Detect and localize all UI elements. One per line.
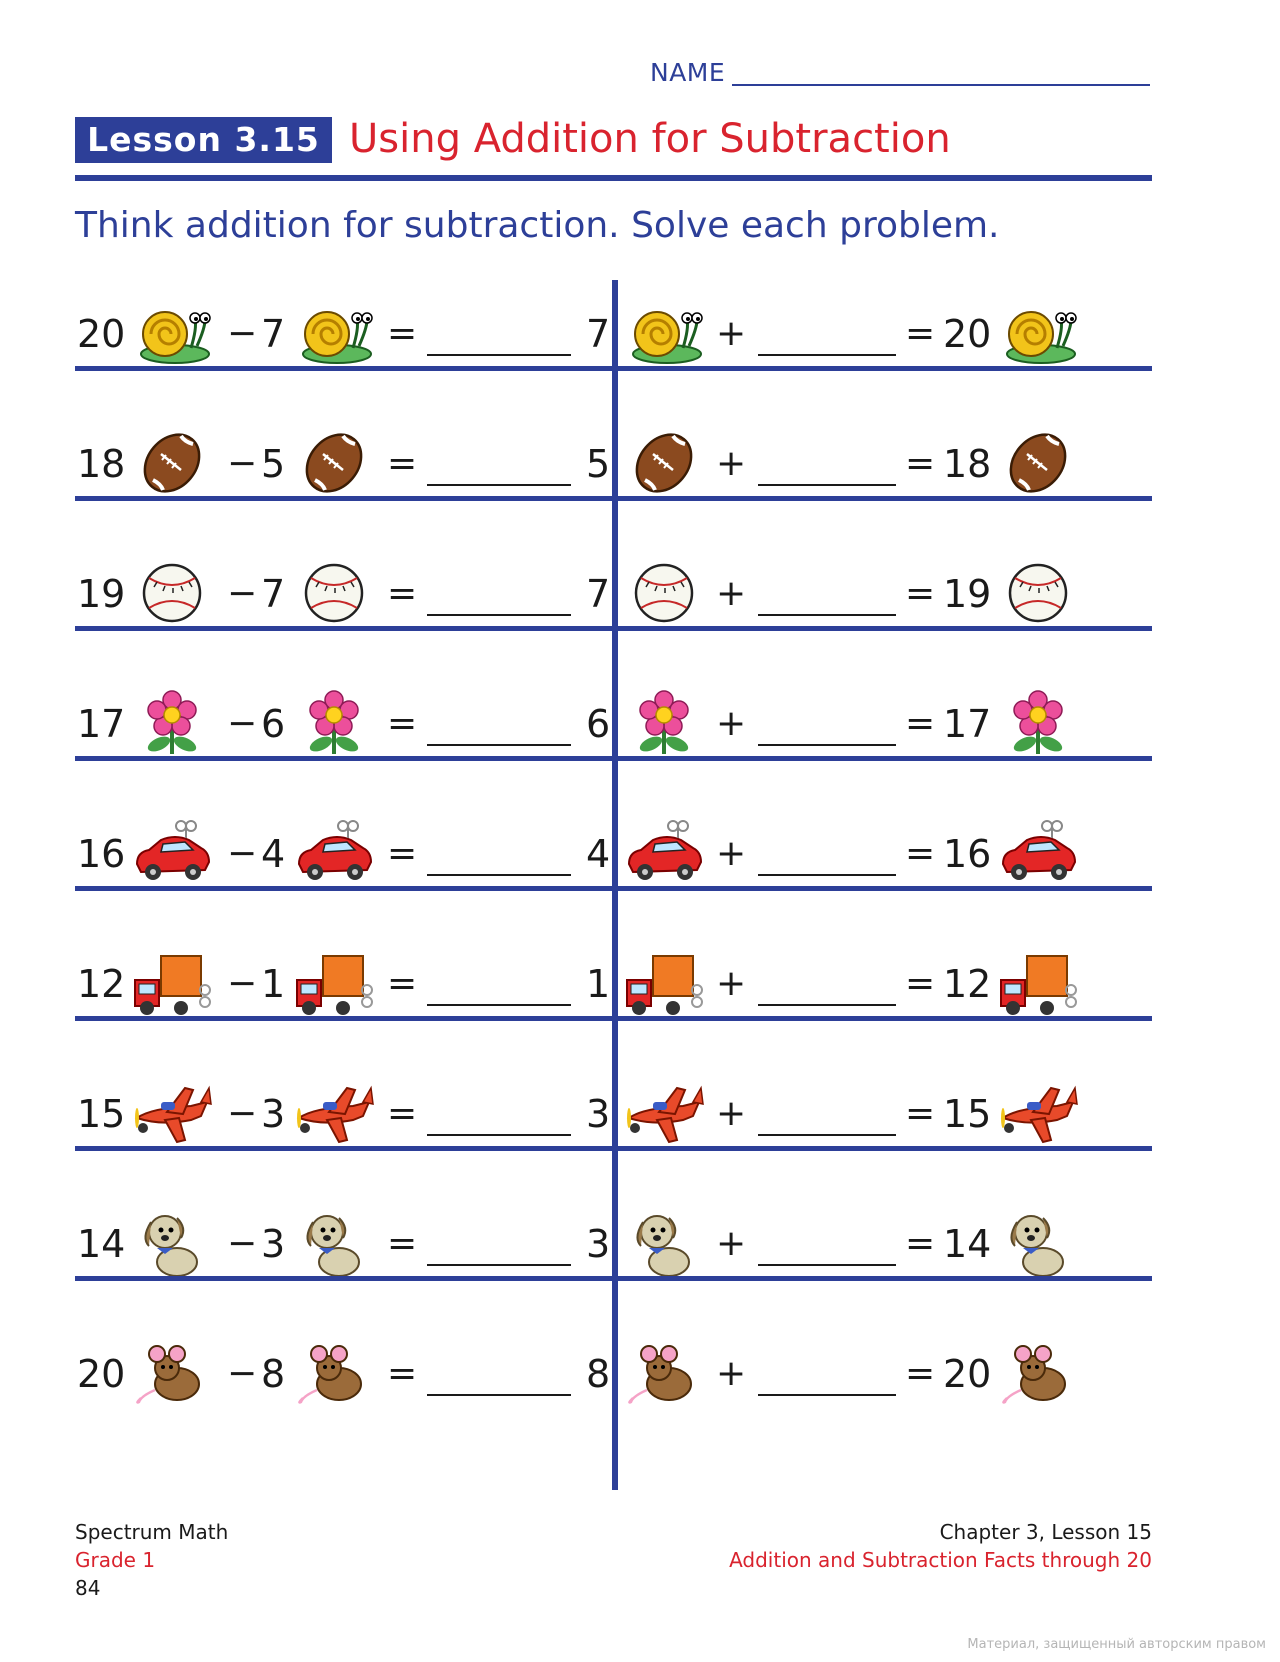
football-icon bbox=[293, 428, 375, 498]
total-number: 18 bbox=[77, 442, 126, 486]
part-number: 7 bbox=[261, 312, 286, 356]
part-number: 7 bbox=[261, 572, 286, 616]
total-number: 12 bbox=[943, 962, 992, 1006]
puppy-icon bbox=[997, 1208, 1079, 1278]
baseball-icon bbox=[997, 558, 1079, 628]
name-line[interactable] bbox=[732, 84, 1150, 86]
snail-icon bbox=[997, 298, 1079, 368]
name-field bbox=[650, 56, 1150, 90]
problem-row bbox=[75, 800, 1152, 930]
toy-truck-icon bbox=[293, 948, 375, 1018]
watermark: Материал, защищенный авторским правом bbox=[967, 1637, 1266, 1652]
minus-sign: − bbox=[227, 1223, 258, 1264]
minus-sign: − bbox=[227, 963, 258, 1004]
snail-icon bbox=[131, 298, 213, 368]
problem-grid bbox=[75, 280, 1152, 1490]
plus-sign: + bbox=[716, 703, 747, 744]
problem-row bbox=[75, 540, 1152, 670]
equals-sign: = bbox=[905, 833, 936, 874]
minus-sign: − bbox=[227, 1093, 258, 1134]
row-divider bbox=[75, 496, 1152, 501]
part-number: 4 bbox=[586, 832, 611, 876]
total-number: 20 bbox=[77, 1352, 126, 1396]
toy-airplane-icon bbox=[293, 1078, 375, 1148]
equals-sign: = bbox=[387, 573, 418, 614]
mouse-icon bbox=[131, 1338, 213, 1408]
answer-blank[interactable] bbox=[758, 354, 896, 356]
problem-row bbox=[75, 930, 1152, 1060]
grade: Grade 1 bbox=[75, 1548, 156, 1572]
answer-blank[interactable] bbox=[427, 1134, 571, 1136]
page-number: 84 bbox=[75, 1576, 101, 1600]
part-number: 6 bbox=[261, 702, 286, 746]
answer-blank[interactable] bbox=[758, 1394, 896, 1396]
equals-sign: = bbox=[905, 703, 936, 744]
answer-blank[interactable] bbox=[758, 874, 896, 876]
minus-sign: − bbox=[227, 443, 258, 484]
total-number: 19 bbox=[77, 572, 126, 616]
flower-icon bbox=[997, 688, 1079, 758]
row-divider bbox=[75, 886, 1152, 891]
part-number: 7 bbox=[586, 572, 611, 616]
answer-blank[interactable] bbox=[758, 614, 896, 616]
equals-sign: = bbox=[905, 963, 936, 1004]
part-number: 7 bbox=[586, 312, 611, 356]
equals-sign: = bbox=[387, 443, 418, 484]
problem-row bbox=[75, 670, 1152, 800]
problem-row bbox=[75, 280, 1152, 410]
part-number: 5 bbox=[261, 442, 286, 486]
total-number: 15 bbox=[77, 1092, 126, 1136]
title-rule bbox=[75, 175, 1152, 181]
total-number: 12 bbox=[77, 962, 126, 1006]
row-divider bbox=[75, 1146, 1152, 1151]
puppy-icon bbox=[293, 1208, 375, 1278]
total-number: 20 bbox=[943, 312, 992, 356]
mouse-icon bbox=[623, 1338, 705, 1408]
baseball-icon bbox=[623, 558, 705, 628]
snail-icon bbox=[293, 298, 375, 368]
toy-airplane-icon bbox=[997, 1078, 1079, 1148]
toy-truck-icon bbox=[997, 948, 1079, 1018]
football-icon bbox=[623, 428, 705, 498]
problem-row bbox=[75, 410, 1152, 540]
puppy-icon bbox=[623, 1208, 705, 1278]
part-number: 1 bbox=[586, 962, 611, 1006]
answer-blank[interactable] bbox=[427, 744, 571, 746]
part-number: 3 bbox=[261, 1092, 286, 1136]
part-number: 5 bbox=[586, 442, 611, 486]
lesson-badge: Lesson 3.15 bbox=[75, 117, 332, 163]
baseball-icon bbox=[293, 558, 375, 628]
problem-row bbox=[75, 1190, 1152, 1320]
title-bar bbox=[75, 113, 1152, 183]
total-number: 20 bbox=[77, 312, 126, 356]
flower-icon bbox=[293, 688, 375, 758]
answer-blank[interactable] bbox=[427, 1394, 571, 1396]
part-number: 3 bbox=[586, 1222, 611, 1266]
plus-sign: + bbox=[716, 443, 747, 484]
mouse-icon bbox=[293, 1338, 375, 1408]
total-number: 16 bbox=[943, 832, 992, 876]
equals-sign: = bbox=[387, 1223, 418, 1264]
baseball-icon bbox=[131, 558, 213, 628]
part-number: 4 bbox=[261, 832, 286, 876]
answer-blank[interactable] bbox=[758, 1134, 896, 1136]
minus-sign: − bbox=[227, 313, 258, 354]
equals-sign: = bbox=[387, 1093, 418, 1134]
plus-sign: + bbox=[716, 1093, 747, 1134]
answer-blank[interactable] bbox=[427, 614, 571, 616]
row-divider bbox=[75, 366, 1152, 371]
equals-sign: = bbox=[387, 703, 418, 744]
equals-sign: = bbox=[905, 573, 936, 614]
football-icon bbox=[997, 428, 1079, 498]
equals-sign: = bbox=[905, 1223, 936, 1264]
minus-sign: − bbox=[227, 833, 258, 874]
part-number: 1 bbox=[261, 962, 286, 1006]
toy-car-icon bbox=[623, 818, 705, 888]
answer-blank[interactable] bbox=[427, 354, 571, 356]
publisher: Spectrum Math bbox=[75, 1520, 229, 1544]
row-divider bbox=[75, 1016, 1152, 1021]
name-label: NAME bbox=[650, 58, 726, 87]
answer-blank[interactable] bbox=[758, 1004, 896, 1006]
minus-sign: − bbox=[227, 573, 258, 614]
problem-row bbox=[75, 1320, 1152, 1450]
topic: Addition and Subtraction Facts through 20 bbox=[729, 1548, 1152, 1572]
equals-sign: = bbox=[387, 963, 418, 1004]
total-number: 18 bbox=[943, 442, 992, 486]
total-number: 17 bbox=[77, 702, 126, 746]
row-divider bbox=[75, 756, 1152, 761]
equals-sign: = bbox=[387, 313, 418, 354]
football-icon bbox=[131, 428, 213, 498]
toy-airplane-icon bbox=[623, 1078, 705, 1148]
plus-sign: + bbox=[716, 573, 747, 614]
answer-blank[interactable] bbox=[758, 1264, 896, 1266]
answer-blank[interactable] bbox=[758, 744, 896, 746]
answer-blank[interactable] bbox=[427, 1264, 571, 1266]
part-number: 3 bbox=[586, 1092, 611, 1136]
minus-sign: − bbox=[227, 703, 258, 744]
answer-blank[interactable] bbox=[427, 874, 571, 876]
toy-airplane-icon bbox=[131, 1078, 213, 1148]
puppy-icon bbox=[131, 1208, 213, 1278]
row-divider bbox=[75, 626, 1152, 631]
row-divider bbox=[75, 1276, 1152, 1281]
mouse-icon bbox=[997, 1338, 1079, 1408]
flower-icon bbox=[623, 688, 705, 758]
toy-car-icon bbox=[293, 818, 375, 888]
plus-sign: + bbox=[716, 1223, 747, 1264]
plus-sign: + bbox=[716, 963, 747, 1004]
toy-truck-icon bbox=[623, 948, 705, 1018]
flower-icon bbox=[131, 688, 213, 758]
equals-sign: = bbox=[387, 833, 418, 874]
problem-row bbox=[75, 1060, 1152, 1190]
equals-sign: = bbox=[387, 1353, 418, 1394]
answer-blank[interactable] bbox=[427, 1004, 571, 1006]
plus-sign: + bbox=[716, 833, 747, 874]
toy-car-icon bbox=[131, 818, 213, 888]
plus-sign: + bbox=[716, 313, 747, 354]
part-number: 8 bbox=[586, 1352, 611, 1396]
toy-truck-icon bbox=[131, 948, 213, 1018]
total-number: 14 bbox=[77, 1222, 126, 1266]
part-number: 6 bbox=[586, 702, 611, 746]
answer-blank[interactable] bbox=[427, 484, 571, 486]
chapter: Chapter 3, Lesson 15 bbox=[939, 1520, 1152, 1544]
part-number: 3 bbox=[261, 1222, 286, 1266]
instruction: Think addition for subtraction. Solve each problem. bbox=[75, 205, 1000, 246]
equals-sign: = bbox=[905, 1093, 936, 1134]
part-number: 8 bbox=[261, 1352, 286, 1396]
plus-sign: + bbox=[716, 1353, 747, 1394]
footer-left bbox=[75, 1518, 228, 1602]
total-number: 16 bbox=[77, 832, 126, 876]
total-number: 15 bbox=[943, 1092, 992, 1136]
total-number: 20 bbox=[943, 1352, 992, 1396]
footer-right bbox=[729, 1518, 1152, 1574]
lesson-title: Using Addition for Subtraction bbox=[349, 116, 951, 162]
total-number: 14 bbox=[943, 1222, 992, 1266]
answer-blank[interactable] bbox=[758, 484, 896, 486]
toy-car-icon bbox=[997, 818, 1079, 888]
minus-sign: − bbox=[227, 1353, 258, 1394]
equals-sign: = bbox=[905, 1353, 936, 1394]
total-number: 17 bbox=[943, 702, 992, 746]
equals-sign: = bbox=[905, 443, 936, 484]
snail-icon bbox=[623, 298, 705, 368]
total-number: 19 bbox=[943, 572, 992, 616]
equals-sign: = bbox=[905, 313, 936, 354]
